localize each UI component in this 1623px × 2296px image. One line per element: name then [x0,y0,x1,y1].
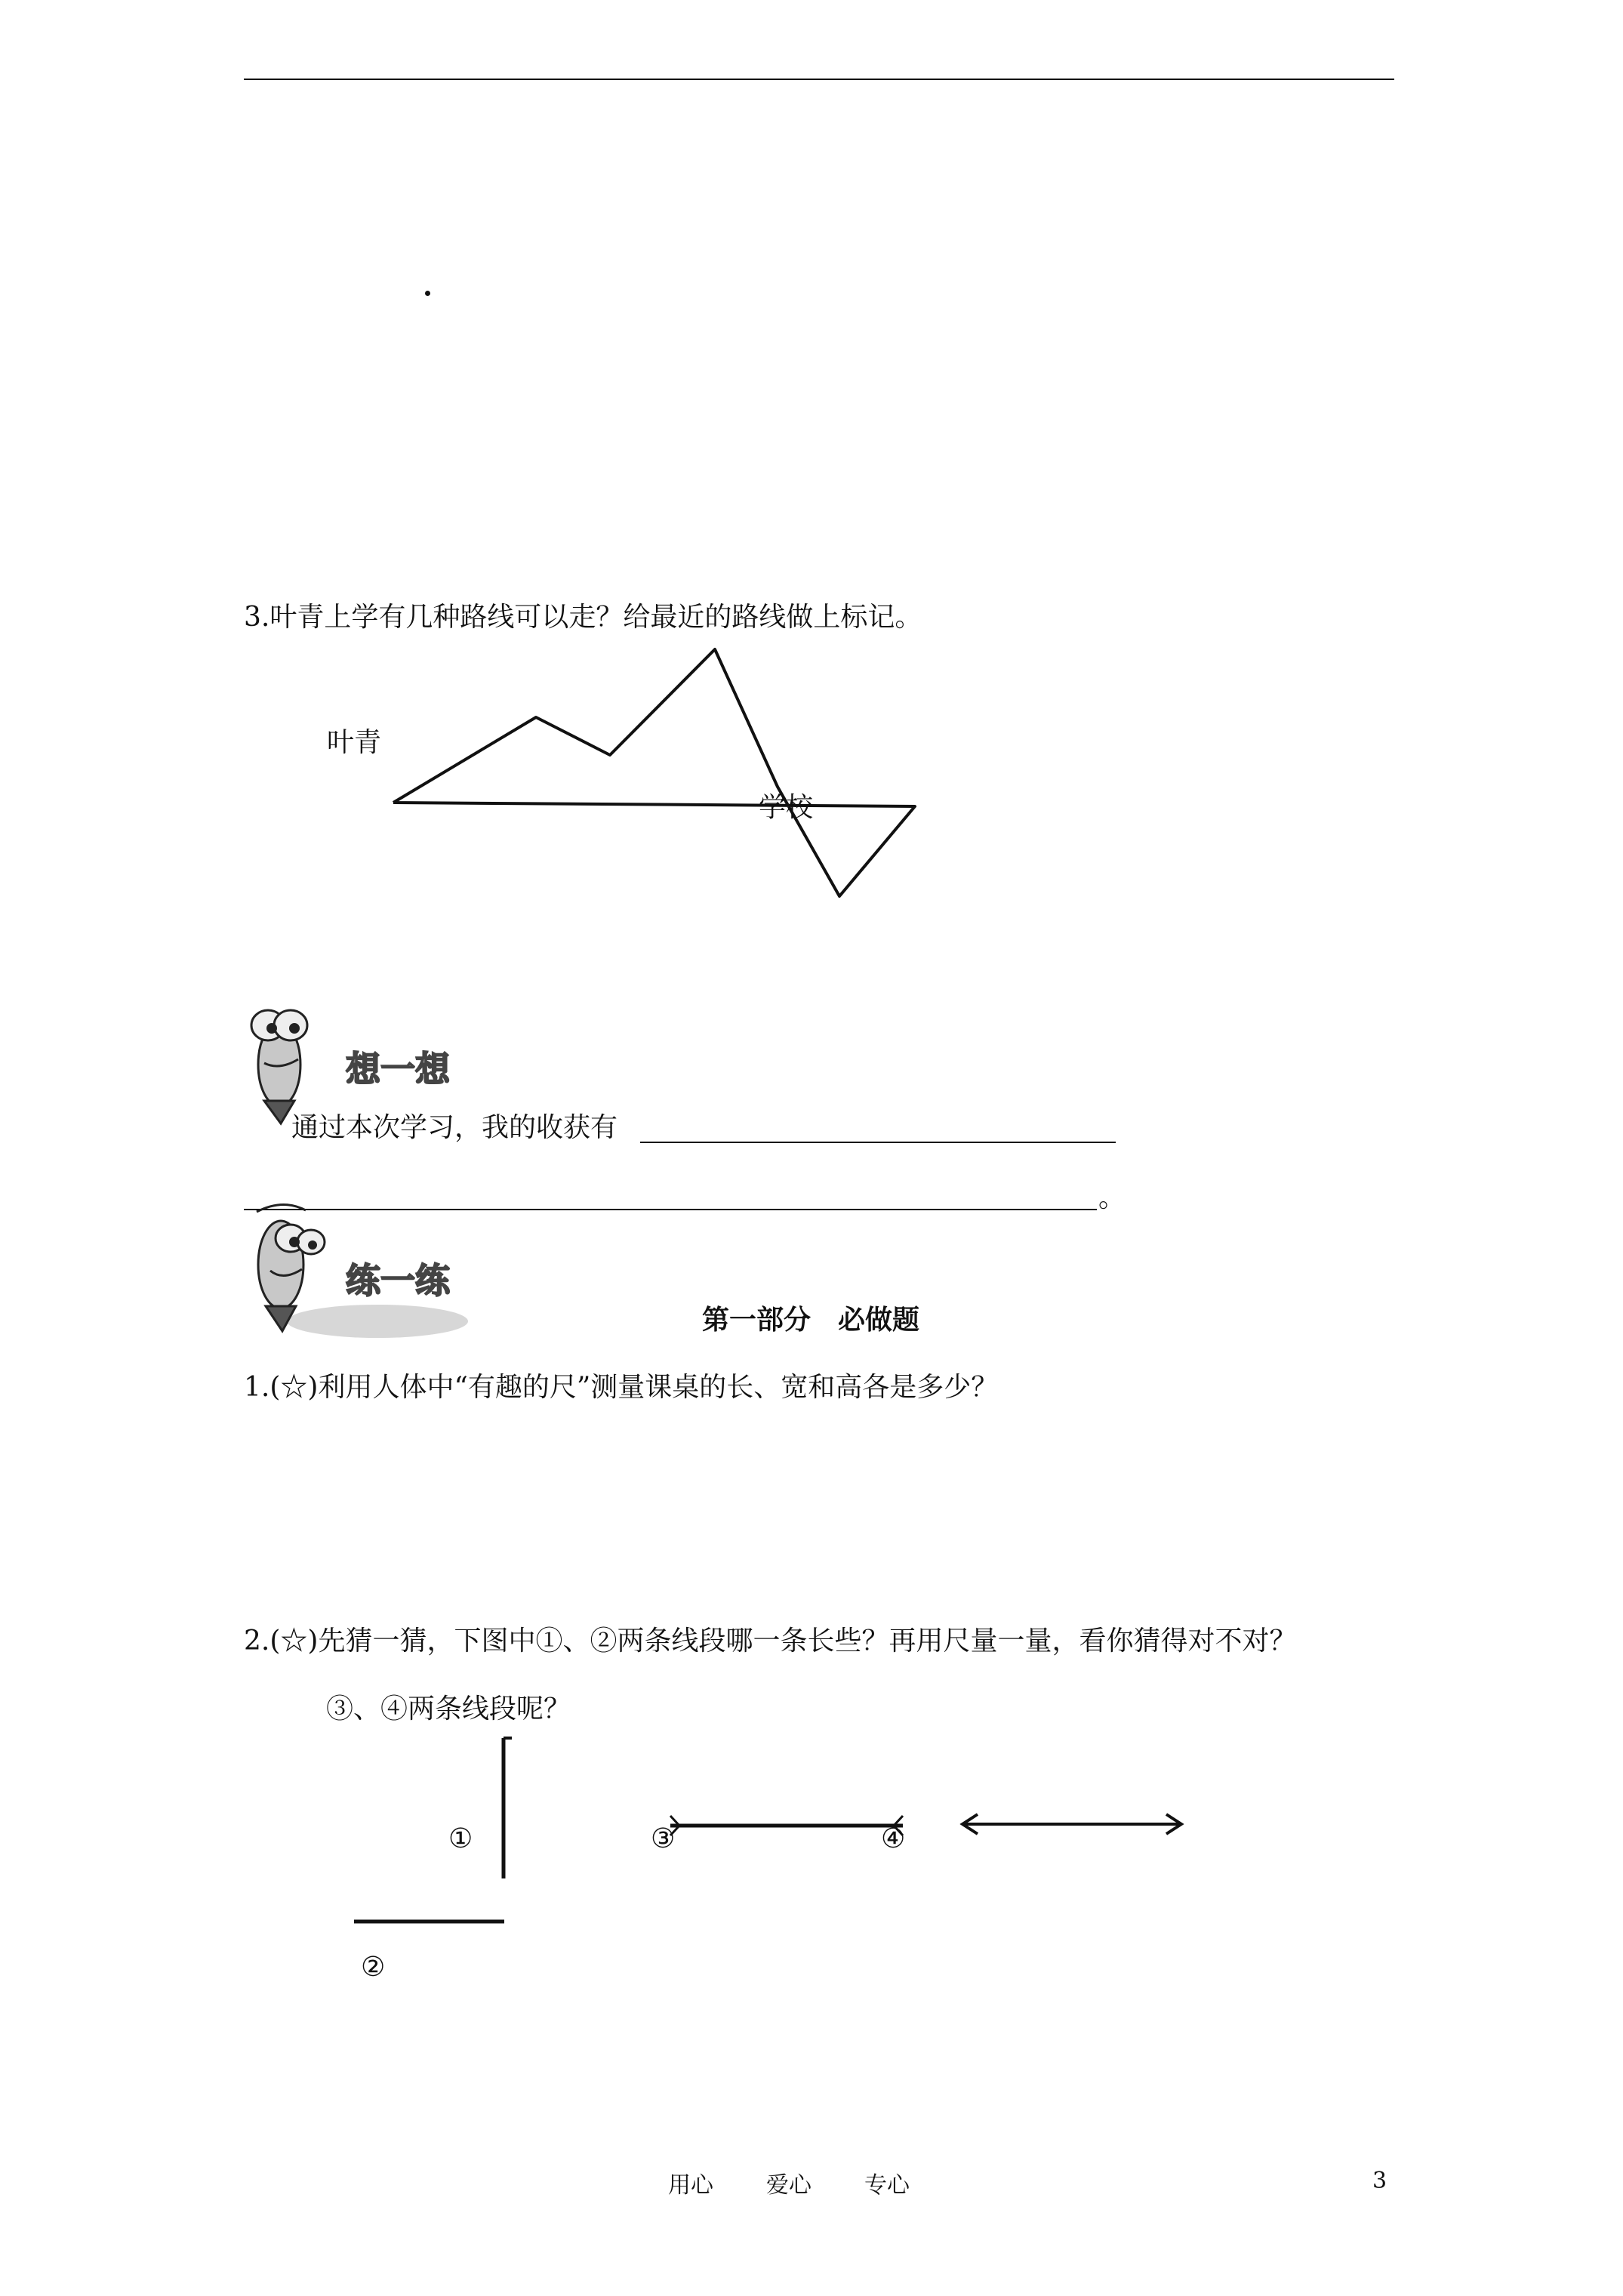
label-school: 学校 [759,792,814,823]
footer-motto-3: 专心 [864,2172,910,2199]
practice-question-2-line-1: 2.(☆)先猜一猜，下图中①、②两条线段哪一条长些？再用尺量一量，看你猜得对不对？ [244,1626,1297,1657]
page-number: 3 [1372,2168,1387,2194]
label-ye-qing: 叶青 [327,727,382,758]
section-title: 第一部分 必做题 [702,1304,920,1336]
practice-question-2-line-2: ③、④两条线段呢？ [326,1693,571,1724]
segment-label-1: ① [448,1823,473,1854]
think-text: 通过本次学习，我的收获有 [291,1112,618,1143]
segment-label-2: ② [361,1952,386,1983]
practice-question-1: 1.(☆)利用人体中“有趣的尺”测量课桌的长、宽和高各是多少？ [244,1372,999,1403]
think-end-mark: 。 [1098,1182,1126,1213]
segment-label-3: ③ [651,1823,676,1854]
question-3: 3.叶青上学有几种路线可以走？给最近的路线做上标记。 [244,602,922,633]
segment-label-4: ④ [881,1823,906,1854]
footer-motto-2: 爱心 [766,2172,812,2199]
practice-badge: 练一练 [346,1260,450,1301]
footer-motto-1: 用心 [668,2172,713,2199]
footer-motto [668,2166,910,2199]
think-badge: 想一想 [346,1049,450,1089]
